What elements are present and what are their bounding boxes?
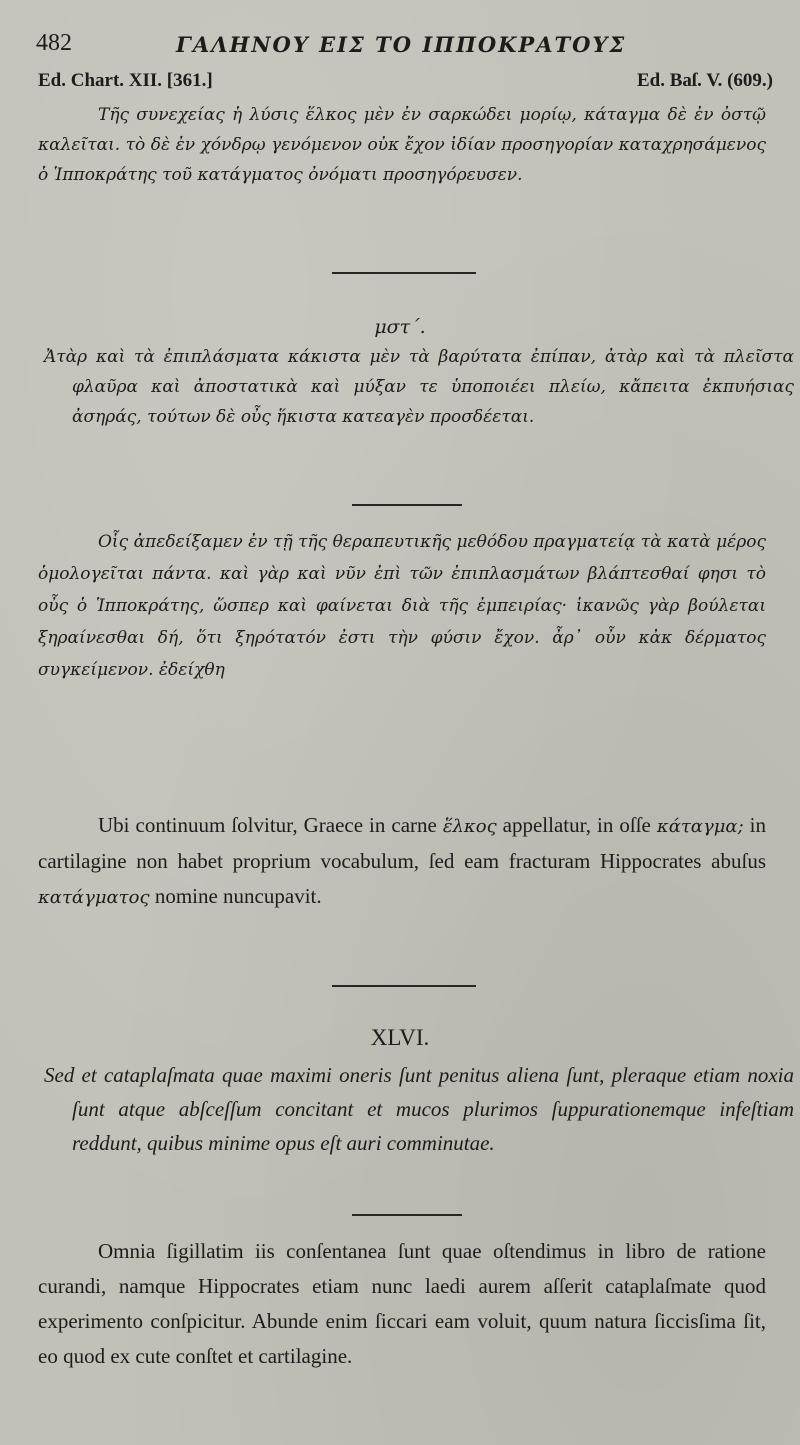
section-divider bbox=[332, 272, 476, 274]
latin-text: Ubi continuum ſolvitur, Graece in carne bbox=[98, 813, 443, 837]
page-number: 482 bbox=[36, 30, 72, 56]
greek-term: ἕλκος bbox=[442, 816, 497, 837]
section-divider bbox=[332, 985, 476, 987]
greek-term: κατάγματος bbox=[38, 887, 150, 908]
section-divider bbox=[352, 504, 462, 506]
latin-translation-paragraph bbox=[38, 808, 766, 915]
latin-aphorism: Sed et cataplaſmata quae maximi oneris ſunt penitus aliena ſunt, pleraque etiam noxia ſunt atque abſceſſum concitant et mucos plurimos ſuppurationemque infeſtiam reddunt, quibus minime opus eſt auri comminutae. bbox=[44, 1063, 794, 1155]
latin-section-number: XLVI. bbox=[370, 1025, 430, 1050]
edition-basel: Ed. Baſ. V. (609.) bbox=[636, 70, 773, 91]
latin-text: in cartilagine non habet proprium vocabulum, ſed eam fracturam Hippocrates abuſus bbox=[38, 813, 766, 873]
latin-text: appellatur, in oſſe bbox=[496, 813, 657, 837]
latin-text: nomine nuncupavit. bbox=[149, 884, 322, 908]
page-header bbox=[36, 30, 776, 64]
edition-references bbox=[38, 70, 773, 96]
greek-term: κάταγμα; bbox=[656, 816, 744, 837]
greek-commentary: Οἷς ἀπεδείξαμεν ἐν τῇ τῆς θεραπευτικῆς μεθόδου πραγματείᾳ τὰ κατὰ μέρος ὁμολογεῖται πάντα. καὶ γὰρ καὶ νῦν ἐπὶ τῶν ἐπιπλασμάτων βλάπτεσθαί φησι τὸ οὖς ὁ Ἱπποκράτης, ὥσπερ καὶ φαίνεται διὰ τῆς ἐμπειρίας· ἱκανῶς γὰρ βούλεται ξηραίνεσθαι δή, ὅτι ξηρότατόν ἐστι τὴν φύσιν ἔχον. ἆρ᾽ οὖν κἀκ δέρματος συγκείμενον. ἐδείχθη bbox=[38, 532, 766, 680]
edition-chartier: Ed. Chart. XII. [361.] bbox=[38, 70, 213, 91]
greek-aphorism: Ἀτὰρ καὶ τὰ ἐπιπλάσματα κάκιστα μὲν τὰ βαρύτατα ἐπίπαν, ἀτὰρ καὶ τὰ πλεῖστα φλαῦρα καὶ ἀποστατικὰ καὶ μύξαν τε ὑποποιέει πλείω, κἄπειτα ἐκπυήσιας ἀσηράς, τούτων δὲ οὖς ἥκιστα κατεαγὲν προσδέεται. bbox=[44, 347, 794, 427]
greek-commentary-continuation: Τῆς συνεχείας ἡ λύσις ἕλκος μὲν ἐν σαρκώδει μορίῳ, κάταγμα δὲ ἐν ὀστῷ καλεῖται. τὸ δὲ ἐν χόνδρῳ γενόμενον οὐκ ἔχον ἰδίαν προσηγορίαν καταχρησάμενος ὁ Ἱπποκράτης τοῦ κατάγματος ὀνόματι προσηγόρευσεν. bbox=[38, 105, 766, 185]
latin-commentary: Omnia ſigillatim iis conſentanea ſunt quae oſtendimus in libro de ratione curandi, namque Hippocrates etiam nunc laedi aurem aſſerit cataplaſmate quod experimento conſpicitur. Abunde enim ſiccari eam voluit, quum natura ſiccisſima ſit, eo quod ex cute conſtet et cartilagine. bbox=[38, 1239, 766, 1368]
section-divider bbox=[352, 1214, 462, 1216]
greek-section-number: μστ΄. bbox=[374, 316, 426, 338]
running-title: ΓΑΛΗΝΟΥ ΕΙΣ ΤΟ ΙΠΠΟΚΡΑΤΟΥΣ bbox=[176, 32, 627, 57]
